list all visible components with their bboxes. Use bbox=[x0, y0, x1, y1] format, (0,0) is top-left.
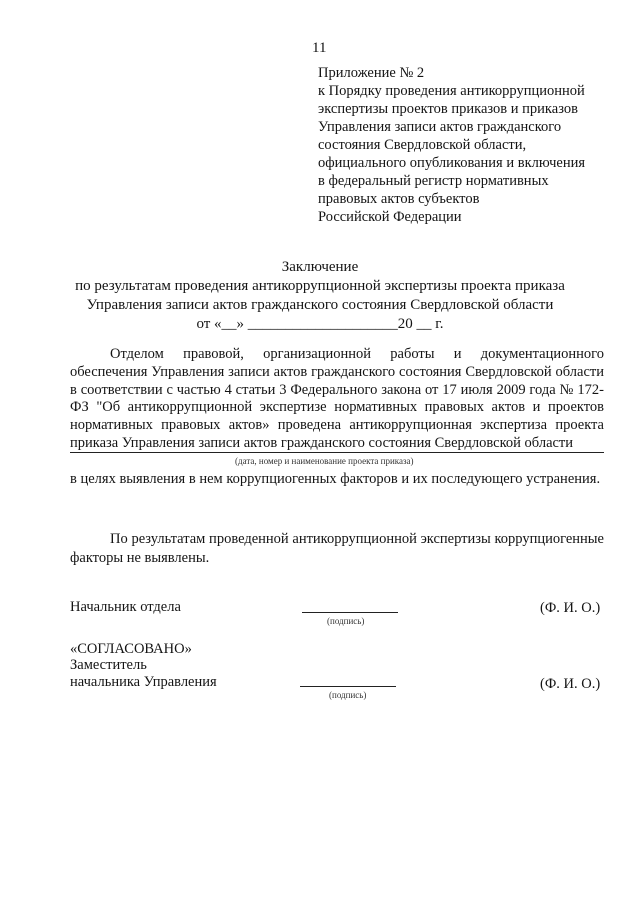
annex-line: экспертизы проектов приказов и приказов bbox=[318, 101, 578, 117]
annex-line: состояния Свердловской области, bbox=[318, 137, 527, 153]
annex-line: Управления записи актов гражданского bbox=[318, 119, 562, 135]
head-signature-caption: (подпись) bbox=[327, 616, 365, 626]
agreed-label-1: Заместитель bbox=[70, 657, 147, 673]
agreed-label-2: начальника Управления bbox=[70, 674, 217, 690]
project-caption: (дата, номер и наименование проекта приказа) bbox=[235, 456, 414, 466]
body-paragraph-2: в целях выявления в нем коррупциогенных факторов и их последующего устранения. bbox=[70, 471, 601, 487]
agreed-signature-caption: (подпись) bbox=[329, 690, 367, 700]
agreed-fio: (Ф. И. О.) bbox=[540, 676, 601, 692]
page-number: 11 bbox=[312, 40, 327, 56]
annex-line: к Порядку проведения антикоррупционной bbox=[318, 83, 585, 99]
head-fio: (Ф. И. О.) bbox=[540, 600, 601, 616]
head-label: Начальник отдела bbox=[70, 599, 181, 615]
title-heading: Заключение bbox=[281, 259, 359, 275]
annex-block bbox=[318, 64, 585, 226]
body-paragraph-3: По результатам проведенной антикоррупционной экспертизы коррупциогенные факторы не выявлены. bbox=[70, 531, 604, 566]
title-line-1: по результатам проведения антикоррупционной экспертизы проекта приказа bbox=[75, 278, 565, 294]
annex-line: Приложение № 2 bbox=[318, 65, 425, 81]
document-title bbox=[0, 258, 640, 334]
agreed-signature-line bbox=[300, 686, 396, 687]
title-date-line: от «__» ____________________20 __ г. bbox=[196, 316, 444, 332]
annex-line: в федеральный регистр нормативных bbox=[318, 173, 549, 189]
body-paragraph-1: Отделом правовой, организационной работы и документационного обеспечения Управления записи актов гражданского состояния Свердловской области в соответствии с частью 4 статьи 3 Федерального закона от 17 июля 2009 года № 172-ФЗ "Об антикоррупционной экспертизе нормативных правовых актов и проектов нормативных правовых актов» проведена антикоррупционная экспертиза проекта приказа Управления записи актов гражданского состояния Свердловской области bbox=[70, 346, 604, 451]
annex-line: официального опубликования и включения bbox=[318, 155, 586, 171]
project-blank-line bbox=[70, 452, 604, 453]
annex-line: правовых актов субъектов bbox=[318, 191, 480, 207]
title-line-2: Управления записи актов гражданского состояния Свердловской области bbox=[86, 297, 554, 313]
annex-line: Российской Федерации bbox=[318, 209, 462, 225]
agreed-stamp: «СОГЛАСОВАНО» bbox=[70, 641, 192, 657]
head-signature-line bbox=[302, 612, 398, 613]
